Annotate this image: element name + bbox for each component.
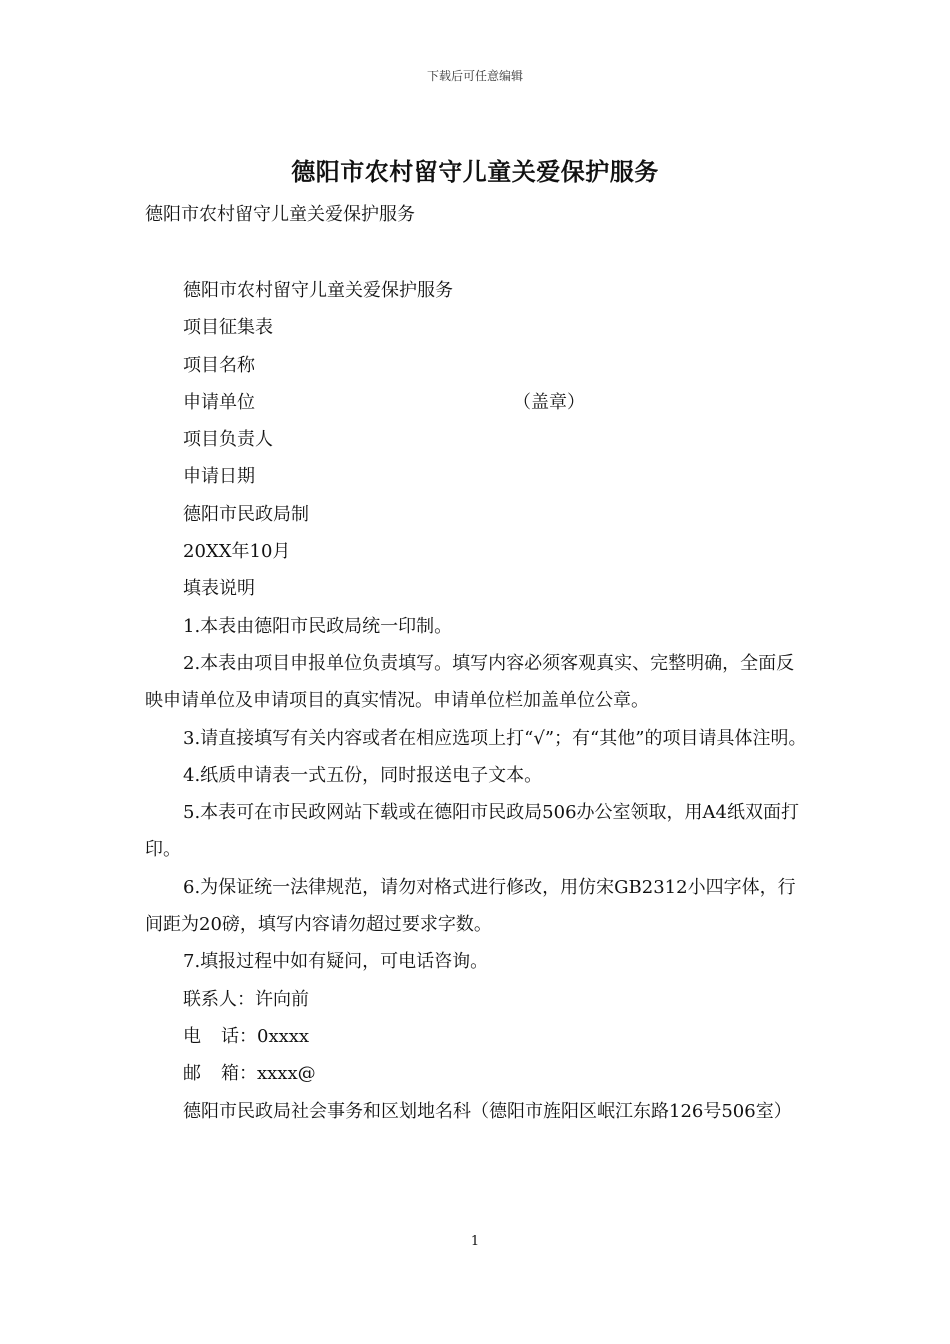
cover-line-2: 项目征集表 bbox=[183, 317, 273, 339]
project-name-label: 项目名称 bbox=[183, 354, 255, 376]
cover-line-1: 德阳市农村留守儿童关爱保护服务 bbox=[183, 280, 453, 301]
document-body bbox=[145, 272, 808, 1130]
document-subtitle: 德阳市农村留守儿童关爱保护服务 bbox=[145, 204, 415, 225]
document-title: 德阳市农村留守儿童关爱保护服务 bbox=[291, 157, 659, 186]
contact-email: xxxx@ bbox=[257, 1063, 316, 1085]
page-number: 1 bbox=[470, 1234, 480, 1249]
issuer: 德阳市民政局制 bbox=[183, 503, 309, 525]
contact-person-row bbox=[145, 981, 808, 1018]
phone-label-a: 电 bbox=[183, 1025, 201, 1047]
phone-label-b: 话： bbox=[221, 1025, 257, 1047]
contact-phone: 0xxxx bbox=[257, 1025, 310, 1047]
instruction-item-6: 6.为保证统一法律规范，请勿对格式进行修改，用仿宋GB2312小四字体，行间距为20磅，填写内容请勿超过要求字数。 bbox=[145, 876, 796, 936]
instruction-item-3: 3.请直接填写有关内容或者在相应选项上打“√”；有“其他”的项目请具体注明。 bbox=[183, 727, 807, 749]
instruction-item-2: 2.本表由项目申报单位负责填写。填写内容必须客观真实、完整明确，全面反映申请单位及申请项目的真实情况。申请单位栏加盖单位公章。 bbox=[145, 652, 795, 712]
contact-office: 德阳市民政局社会事务和区划地名科（德阳市旌阳区岷江东路126号506室） bbox=[183, 1100, 792, 1122]
leader-label: 项目负责人 bbox=[183, 429, 273, 451]
email-label-b: 箱： bbox=[221, 1063, 257, 1085]
contact-person: 许向前 bbox=[255, 988, 309, 1010]
instruction-item-1: 1.本表由德阳市民政局统一印制。 bbox=[183, 615, 453, 637]
instructions-heading: 填表说明 bbox=[183, 578, 255, 600]
seal-note: （盖章） bbox=[513, 391, 585, 413]
header-note: 下载后可任意编辑 bbox=[426, 69, 523, 83]
instruction-item-4: 4.纸质申请表一式五份，同时报送电子文本。 bbox=[183, 764, 543, 786]
contact-phone-row bbox=[145, 1018, 808, 1055]
instruction-item-7: 7.填报过程中如有疑问，可电话咨询。 bbox=[183, 951, 489, 973]
issue-date: 20XX年10月 bbox=[183, 541, 291, 563]
contact-person-label: 联系人： bbox=[183, 988, 255, 1010]
instruction-item-5: 5.本表可在市民政网站下载或在德阳市民政局506办公室领取，用A4纸双面打印。 bbox=[145, 802, 799, 861]
date-label: 申请日期 bbox=[183, 466, 255, 488]
applicant-row bbox=[145, 384, 808, 421]
applicant-label: 申请单位 bbox=[183, 391, 255, 413]
email-label-a: 邮 bbox=[183, 1063, 201, 1085]
contact-email-row bbox=[145, 1055, 808, 1092]
